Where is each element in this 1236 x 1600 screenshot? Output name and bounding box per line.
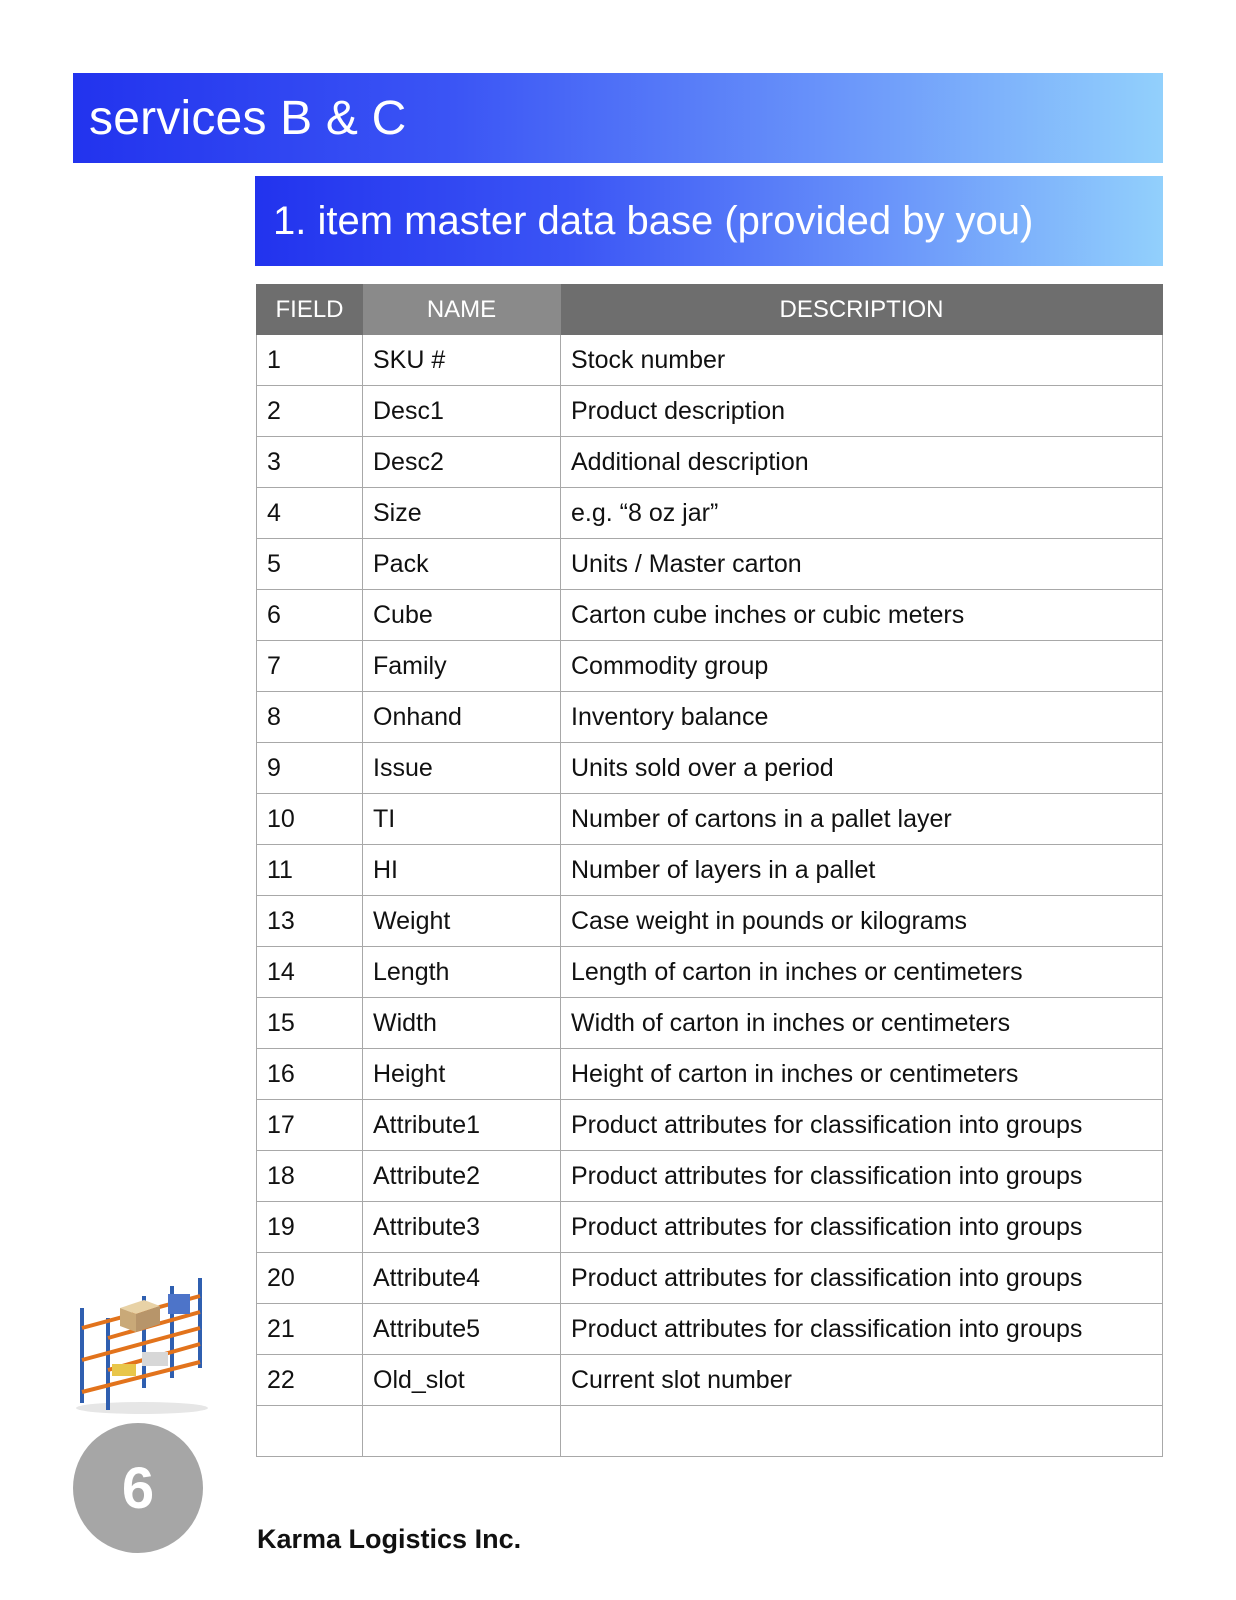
table-row [257,641,1163,692]
cell-description: Product attributes for classification into groups [561,1253,1163,1304]
table-row [257,437,1163,488]
table-row [257,1406,1163,1457]
cell-field: 10 [257,794,363,845]
cell-description: Width of carton in inches or centimeters [561,998,1163,1049]
cell-name: Onhand [363,692,561,743]
cell-field: 4 [257,488,363,539]
table-body [257,335,1163,1457]
cell-field: 17 [257,1100,363,1151]
column-header-name: NAME [363,285,561,335]
cell-description: Additional description [561,437,1163,488]
table-row [257,998,1163,1049]
cell-field: 16 [257,1049,363,1100]
cell-field: 13 [257,896,363,947]
cell-field: 14 [257,947,363,998]
cell-field: 11 [257,845,363,896]
cell-field: 9 [257,743,363,794]
table-row [257,335,1163,386]
cell-name: Width [363,998,561,1049]
cell-field: 6 [257,590,363,641]
cell-name [363,1406,561,1457]
page-number: 6 [121,1455,155,1521]
table-row [257,488,1163,539]
cell-description: Stock number [561,335,1163,386]
cell-name: Cube [363,590,561,641]
table-row [257,1253,1163,1304]
table-header-row [257,285,1163,335]
cell-description: Product attributes for classification into groups [561,1100,1163,1151]
company-name: Karma Logistics Inc. [257,1524,522,1554]
cell-name: Family [363,641,561,692]
cell-name: Attribute3 [363,1202,561,1253]
cell-name: Size [363,488,561,539]
cell-description: Product attributes for classification into groups [561,1304,1163,1355]
cell-field: 19 [257,1202,363,1253]
page-header-banner [73,73,1163,163]
table-row [257,1049,1163,1100]
table-row [257,590,1163,641]
table-row [257,743,1163,794]
cell-name: Issue [363,743,561,794]
cell-name: Weight [363,896,561,947]
cell-name: Desc2 [363,437,561,488]
cell-description: Units / Master carton [561,539,1163,590]
page-title: services B & C [89,91,407,145]
cell-description: Number of layers in a pallet [561,845,1163,896]
cell-name: Old_slot [363,1355,561,1406]
cell-field: 1 [257,335,363,386]
table-row [257,1100,1163,1151]
cell-field: 8 [257,692,363,743]
section-header-banner [255,176,1163,266]
cell-name: TI [363,794,561,845]
cell-field [257,1406,363,1457]
cell-name: HI [363,845,561,896]
table-row [257,386,1163,437]
table-row [257,1355,1163,1406]
cell-description: Number of cartons in a pallet layer [561,794,1163,845]
column-header-description: DESCRIPTION [561,285,1163,335]
cell-description: Product attributes for classification into groups [561,1202,1163,1253]
cell-name: Attribute5 [363,1304,561,1355]
cell-name: Length [363,947,561,998]
section-title: 1. item master data base (provided by you) [273,198,1034,243]
table-row [257,794,1163,845]
cell-description: Product description [561,386,1163,437]
cell-description: e.g. “8 oz jar” [561,488,1163,539]
column-header-field: FIELD [257,285,363,335]
cell-description: Product attributes for classification into groups [561,1151,1163,1202]
cell-description: Height of carton in inches or centimeters [561,1049,1163,1100]
cell-name: Attribute1 [363,1100,561,1151]
cell-field: 15 [257,998,363,1049]
cell-name: Pack [363,539,561,590]
cell-name: SKU # [363,335,561,386]
table-row [257,692,1163,743]
cell-field: 7 [257,641,363,692]
pallet-rack-illustration [72,1268,212,1418]
cell-field: 22 [257,1355,363,1406]
cell-field: 2 [257,386,363,437]
cell-name: Desc1 [363,386,561,437]
item-master-table [256,284,1163,1457]
table-row [257,1202,1163,1253]
cell-description: Inventory balance [561,692,1163,743]
table-row [257,845,1163,896]
cell-field: 5 [257,539,363,590]
cell-name: Height [363,1049,561,1100]
cell-field: 20 [257,1253,363,1304]
cell-name: Attribute4 [363,1253,561,1304]
cell-name: Attribute2 [363,1151,561,1202]
cell-field: 3 [257,437,363,488]
cell-field: 18 [257,1151,363,1202]
cell-description: Length of carton in inches or centimeters [561,947,1163,998]
table-row [257,896,1163,947]
table-row [257,947,1163,998]
cell-description: Commodity group [561,641,1163,692]
cell-description: Current slot number [561,1355,1163,1406]
table-row [257,539,1163,590]
cell-description [561,1406,1163,1457]
cell-field: 21 [257,1304,363,1355]
cell-description: Carton cube inches or cubic meters [561,590,1163,641]
table-row [257,1304,1163,1355]
cell-description: Units sold over a period [561,743,1163,794]
cell-description: Case weight in pounds or kilograms [561,896,1163,947]
table-row [257,1151,1163,1202]
page-number-badge [73,1423,203,1553]
